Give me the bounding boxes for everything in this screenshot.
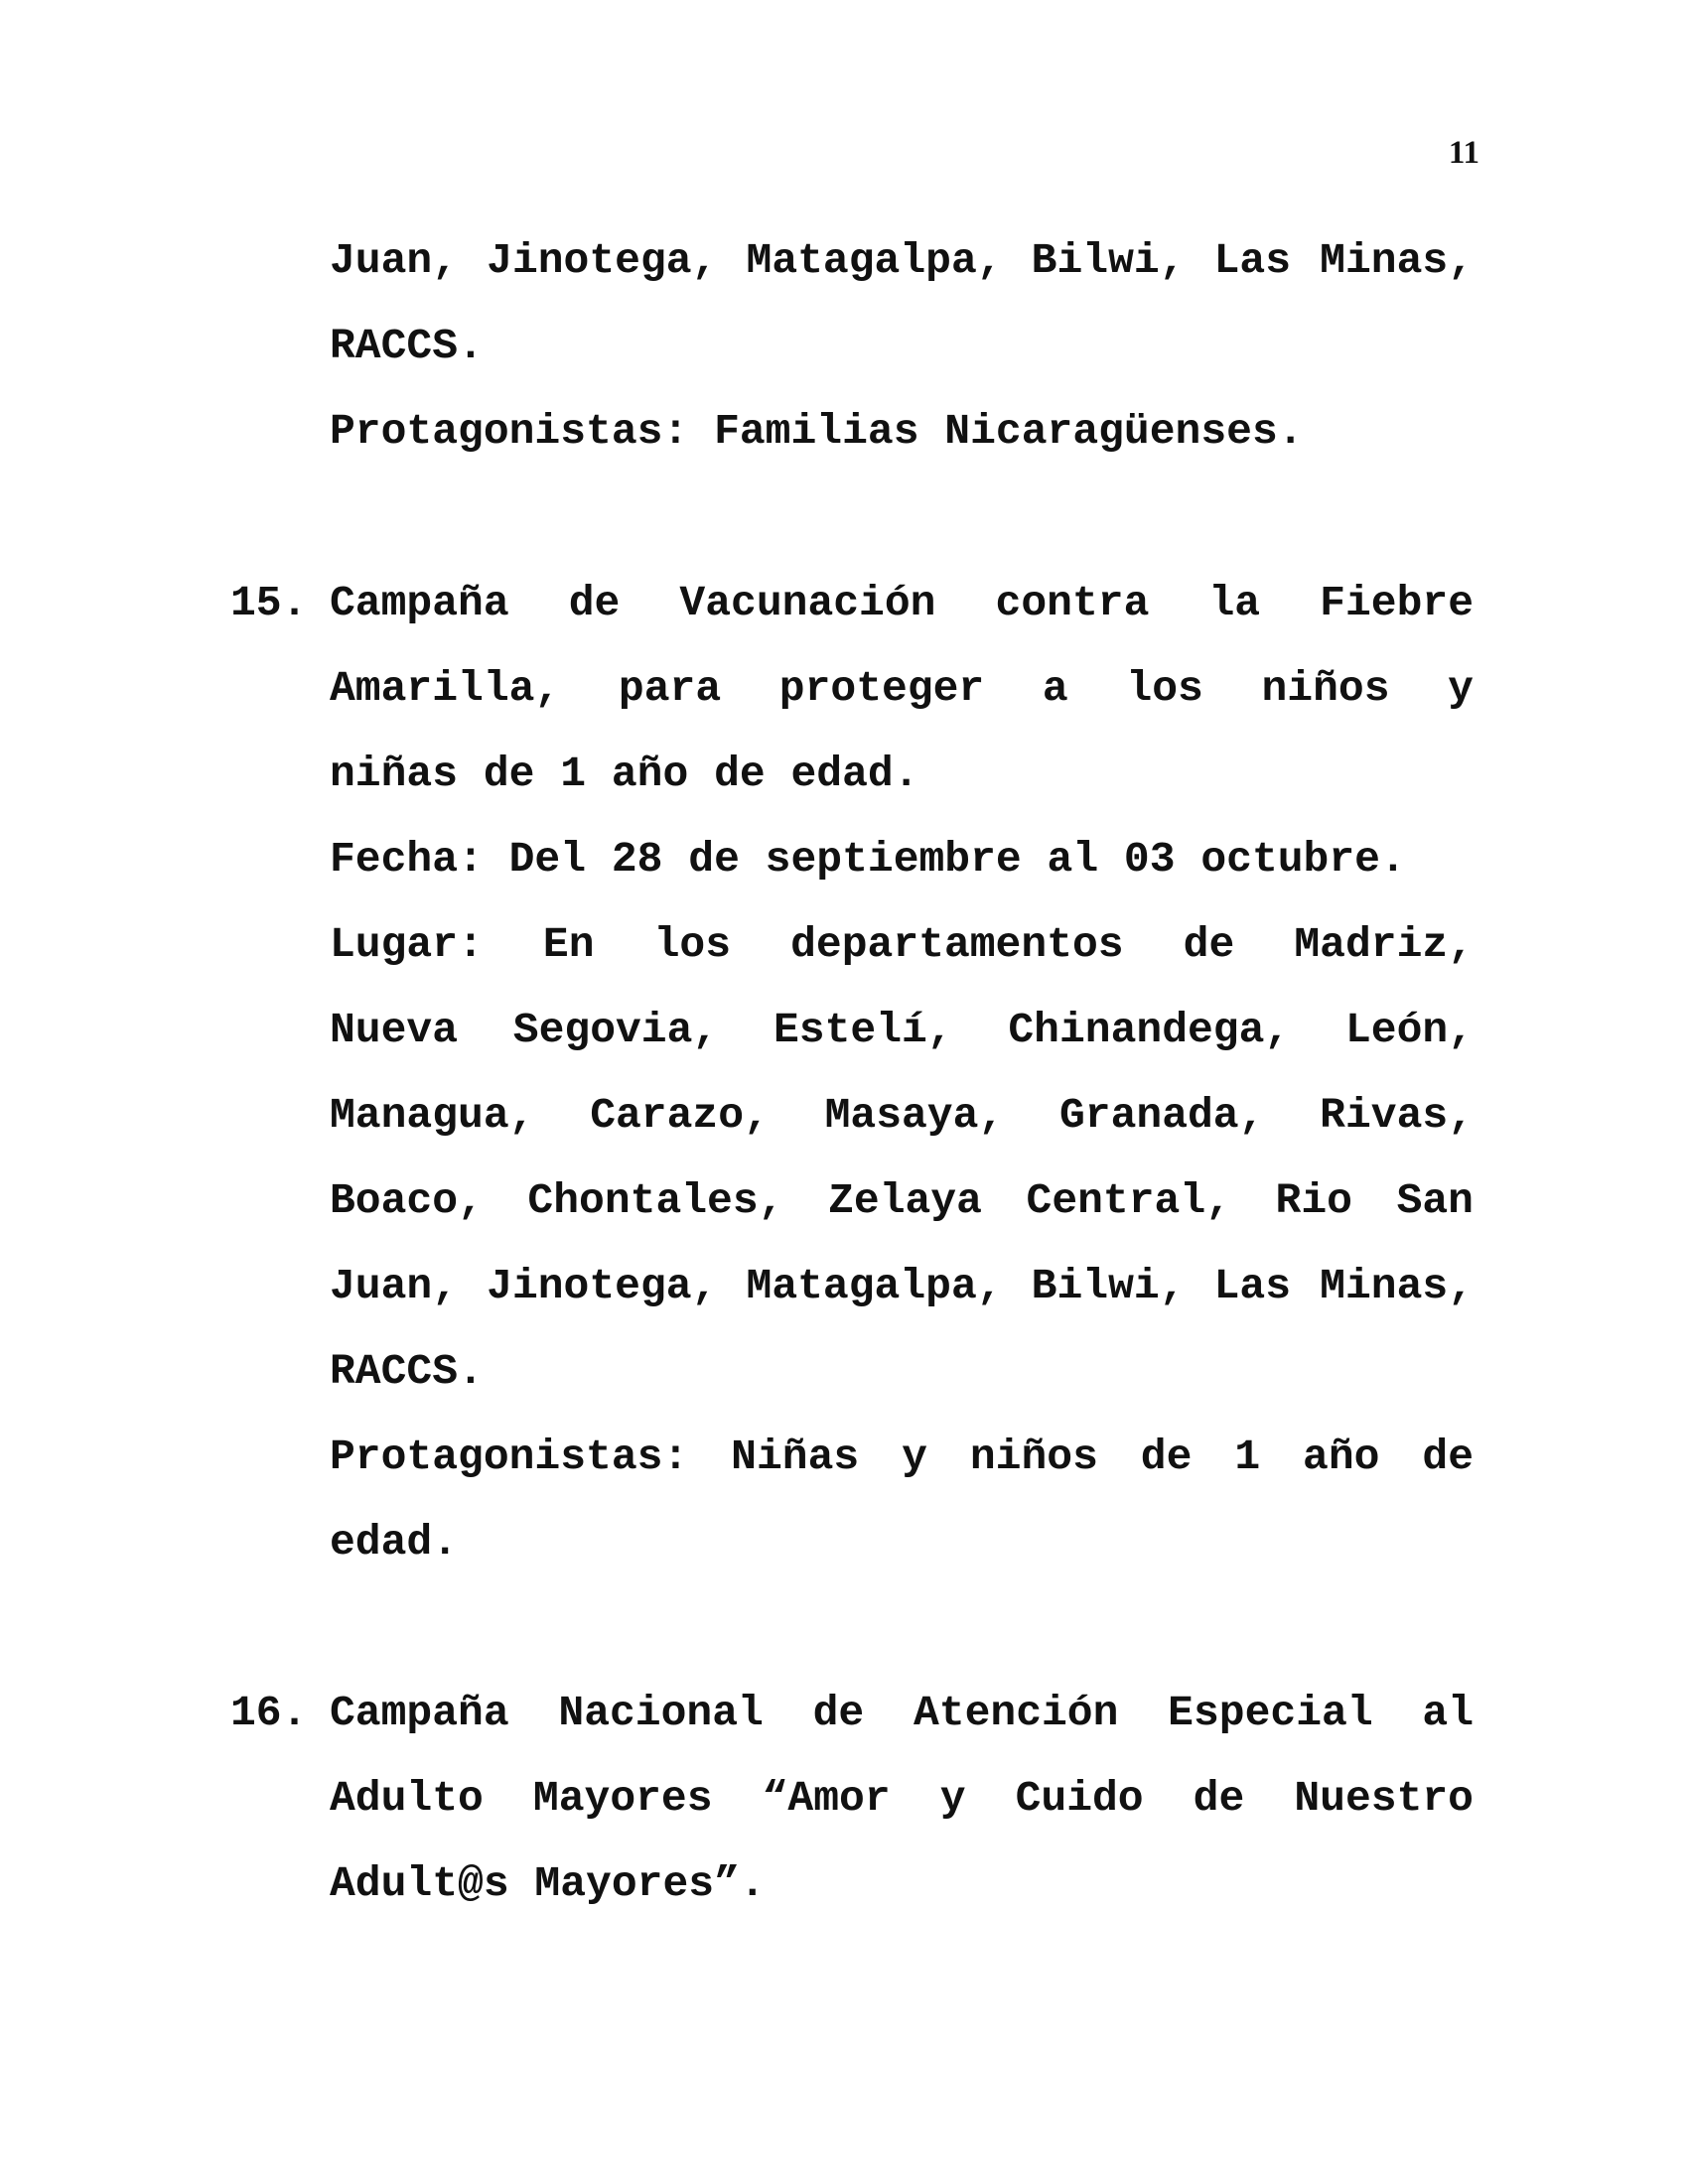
continuation-line: RACCS. xyxy=(330,322,484,370)
item-text-line: niñas de 1 año de edad. xyxy=(330,750,919,798)
item-place-line: Managua, Carazo, Masaya, Granada, Rivas, xyxy=(330,1091,1474,1140)
list-item-number: 15. xyxy=(230,579,308,627)
item-place-line: RACCS. xyxy=(330,1347,484,1396)
item-protagonists-line: edad. xyxy=(330,1518,459,1567)
item-text-line: Amarilla, para proteger a los niños y xyxy=(330,664,1474,713)
item-text-line: Adult@s Mayores”. xyxy=(330,1859,766,1908)
continuation-line: Protagonistas: Familias Nicaragüenses. xyxy=(330,407,1304,456)
item-date-line: Fecha: Del 28 de septiembre al 03 octubre. xyxy=(330,835,1406,884)
item-place-line: Boaco, Chontales, Zelaya Central, Rio San xyxy=(330,1176,1474,1225)
item-text-line: Campaña de Vacunación contra la Fiebre xyxy=(330,579,1474,627)
item-place-line: Lugar: En los departamentos de Madriz, xyxy=(330,920,1474,969)
list-item-number: 16. xyxy=(230,1689,308,1737)
item-place-line: Nueva Segovia, Estelí, Chinandega, León, xyxy=(330,1006,1474,1054)
item-protagonists-line: Protagonistas: Niñas y niños de 1 año de xyxy=(330,1433,1474,1481)
page-number: 11 xyxy=(1448,135,1479,171)
item-text-line: Adulto Mayores “Amor y Cuido de Nuestro xyxy=(330,1774,1474,1823)
item-place-line: Juan, Jinotega, Matagalpa, Bilwi, Las Minas, xyxy=(330,1262,1474,1310)
continuation-line: Juan, Jinotega, Matagalpa, Bilwi, Las Minas, xyxy=(330,236,1474,285)
item-text-line: Campaña Nacional de Atención Especial al xyxy=(330,1689,1474,1737)
